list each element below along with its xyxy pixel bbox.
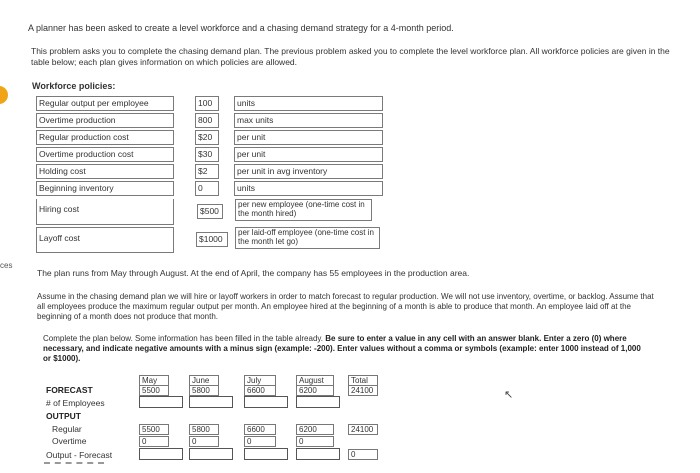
policy-value: $20: [195, 130, 219, 145]
overtime-may: 0: [139, 436, 169, 447]
policy-unit: per unit in avg inventory: [234, 164, 383, 179]
policy-value: $500: [197, 204, 223, 219]
instructions-plain: Complete the plan below. Some information has been filled in the table already.: [43, 334, 324, 343]
policy-label: Layoff cost: [36, 227, 174, 253]
policy-label: Regular production cost: [36, 130, 174, 145]
policy-unit: units: [234, 96, 383, 111]
forecast-august: 6200: [296, 385, 334, 396]
employees-label: # of Employees: [46, 398, 105, 408]
policy-value: $30: [195, 147, 219, 162]
output-forecast-total: 0: [348, 449, 378, 460]
policy-value: $2: [195, 164, 219, 179]
header-may: May: [139, 375, 169, 386]
output-forecast-august-input[interactable]: [296, 448, 340, 460]
regular-august: 6200: [296, 424, 334, 435]
header-august: August: [296, 375, 334, 386]
problem-description: This problem asks you to complete the chasing demand plan. The previous problem asked you to complete the level workforce plan. All workforce policies are given in the table below; each plan gives information on which policies are allowed.: [31, 46, 670, 67]
output-forecast-may-input[interactable]: [139, 448, 183, 460]
employees-june-input[interactable]: [189, 396, 233, 408]
side-tab-marker: [0, 86, 8, 104]
overtime-july: 0: [244, 436, 276, 447]
workforce-policies-title: Workforce policies:: [32, 81, 116, 91]
employees-may-input[interactable]: [139, 396, 183, 408]
header-june: June: [189, 375, 219, 386]
forecast-june: 5800: [189, 385, 219, 396]
instructions-bold: Be sure to enter a value in any cell with an answer blank. Enter a zero (0) where necessary, and indicate negative amounts with a minus sign (example: -200). Enter values without a comma or symbols (example: enter 1000 instead of 1,000 or $1000).: [43, 334, 641, 363]
output-forecast-june-input[interactable]: [189, 448, 233, 460]
forecast-may: 5500: [139, 385, 169, 396]
employees-august-input[interactable]: [296, 396, 340, 408]
policy-label: Hiring cost: [36, 199, 174, 225]
policy-unit: per unit: [234, 147, 383, 162]
overtime-june: 0: [189, 436, 219, 447]
forecast-july: 6600: [244, 385, 276, 396]
mouse-cursor-icon: ↖: [504, 389, 514, 401]
output-forecast-july-input[interactable]: [244, 448, 288, 460]
policy-label: Overtime production: [36, 113, 174, 128]
policy-unit: units: [234, 181, 383, 196]
output-forecast-label: Output - Forecast: [46, 450, 113, 460]
overtime-august: 0: [296, 436, 334, 447]
policy-value: $1000: [196, 232, 228, 247]
instructions-text: [43, 334, 643, 364]
plan-assumptions-text: Assume in the chasing demand plan we will hire or layoff workers in order to match forecast to regular production. We will not use inventory, overtime, or backlog. Assume that all employees produce the maximum regular output per month. An employee hired at the beginning of a month is able to produce that month. An employee laid off at the beginning of a month does not produce that month.: [37, 292, 654, 321]
regular-june: 5800: [189, 424, 219, 435]
forecast-label: FORECAST: [46, 385, 93, 395]
overtime-label: Overtime: [52, 436, 87, 446]
policy-unit: per unit: [234, 130, 383, 145]
policy-label: Beginning inventory: [36, 181, 174, 196]
output-label: OUTPUT: [46, 411, 81, 421]
header-total: Total: [348, 375, 378, 386]
employees-july-input[interactable]: [244, 396, 288, 408]
table-divider: [44, 462, 104, 464]
forecast-total: 24100: [348, 385, 378, 396]
regular-total: 24100: [348, 424, 378, 435]
policy-label: Overtime production cost: [36, 147, 174, 162]
intro-text: A planner has been asked to create a level workforce and a chasing demand strategy for a 4-month period.: [28, 23, 454, 33]
policy-value: 0: [195, 181, 219, 196]
regular-may: 5500: [139, 424, 169, 435]
regular-label: Regular: [52, 424, 82, 434]
policy-unit: max units: [234, 113, 383, 128]
header-july: July: [244, 375, 276, 386]
side-label: ces: [0, 261, 13, 270]
regular-july: 6600: [244, 424, 276, 435]
policy-value: 800: [195, 113, 219, 128]
policy-unit: per new employee (one-time cost in the month hired): [235, 199, 372, 221]
policy-label: Regular output per employee: [36, 96, 174, 111]
plan-period-text: The plan runs from May through August. At the end of April, the company has 55 employees in the production area.: [37, 268, 470, 278]
policy-value: 100: [195, 96, 219, 111]
policy-label: Holding cost: [36, 164, 174, 179]
policy-unit: per laid-off employee (one-time cost in the month let go): [235, 227, 380, 249]
